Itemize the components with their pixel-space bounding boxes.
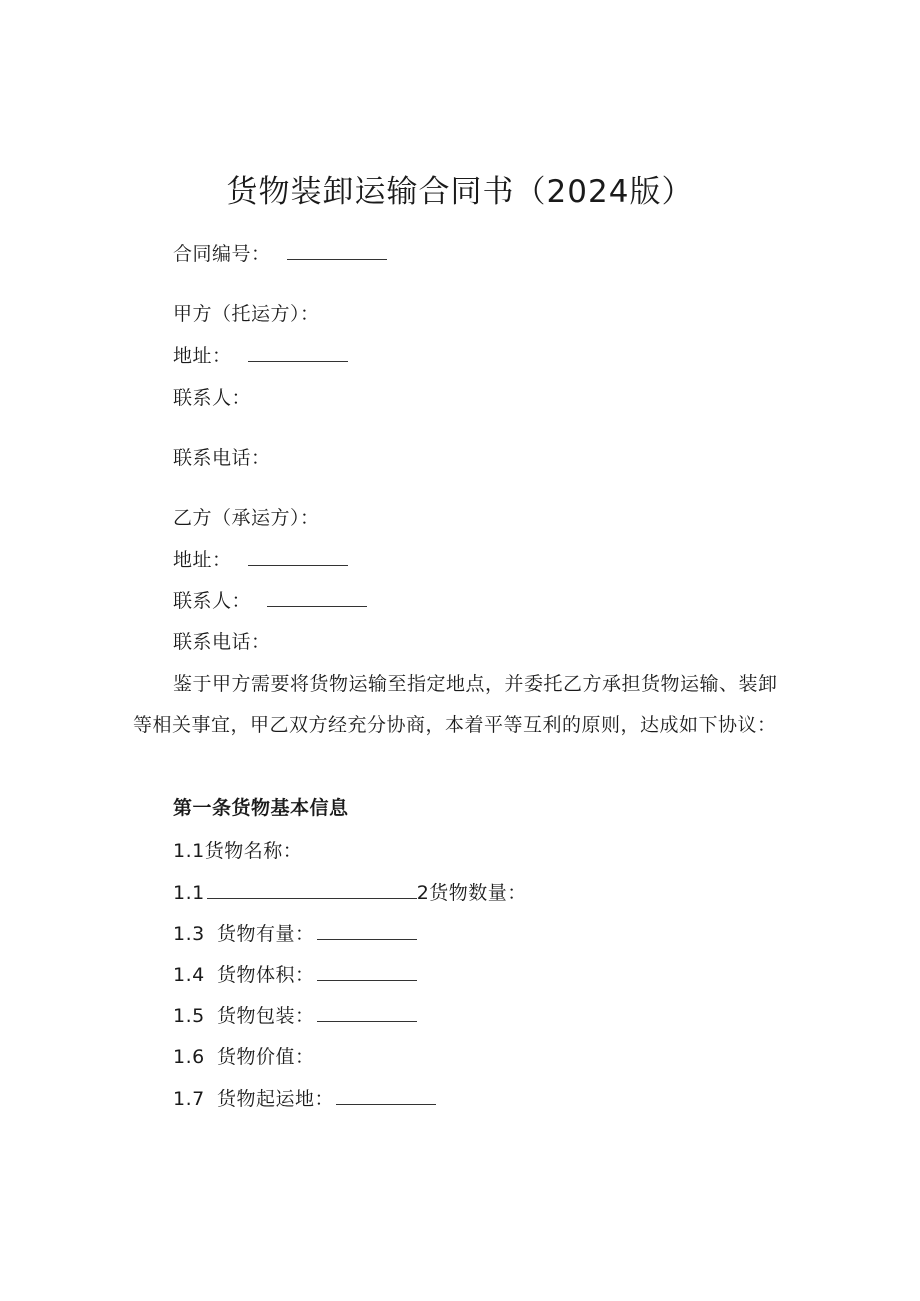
party-b-heading: 乙方（承运方）： [173,507,320,529]
party-a-contact-label: 联系人： [173,387,252,409]
party-b-address-blank[interactable] [248,548,348,566]
party-a-address-blank[interactable] [248,344,348,362]
article-1-heading: 第一条货物基本信息 [173,797,349,819]
party-b-contact-label: 联系人： [173,590,252,612]
contract-no-label: 合同编号： [173,243,271,265]
party-b-phone-label: 联系电话： [173,631,271,653]
party-a-address-label: 地址： [173,345,232,367]
item-number: 1.6 [173,1046,205,1068]
item-1-7-line [173,1087,436,1111]
item-1-6-line [173,1045,315,1069]
item-label: 货物体积： [217,964,315,986]
item-number: 1.7 [173,1088,205,1110]
contract-no-line [173,242,387,266]
item-1-1-blank[interactable] [207,881,417,899]
item-1-2-suffix: 2货物数量： [416,882,527,904]
item-1-2-prefix: 1.1 [173,882,205,904]
item-1-5-blank[interactable] [317,1004,417,1022]
document-title: 货物装卸运输合同书（2024版） [226,174,694,210]
item-1-4-blank[interactable] [317,963,417,981]
item-1-4-line [173,963,417,987]
party-b-address-label: 地址： [173,549,232,571]
item-label: 货物价值： [217,1046,315,1068]
item-1-1: 1.1货物名称： [173,840,303,862]
party-b-contact-line [173,589,367,613]
item-label: 货物包装： [217,1005,315,1027]
item-number: 1.5 [173,1005,205,1027]
party-b-contact-blank[interactable] [267,589,367,607]
party-a-address-line [173,344,348,368]
party-b-address-line [173,548,348,572]
item-1-7-blank[interactable] [336,1087,436,1105]
item-number: 1.4 [173,964,205,986]
item-label: 货物有量： [217,923,315,945]
preamble-paragraph: 鉴于甲方需要将货物运输至指定地点，并委托乙方承担货物运输、装卸等相关事宜，甲乙双方经充分协商，本着平等互利的原则，达成如下协议： [133,673,778,736]
item-1-5-line [173,1004,417,1028]
contract-no-blank[interactable] [287,242,387,260]
item-1-3-line [173,922,417,946]
item-number: 1.3 [173,923,205,945]
item-label: 货物起运地： [217,1088,335,1110]
party-a-phone-label: 联系电话： [173,447,271,469]
party-a-heading: 甲方（托运方）： [173,303,320,325]
item-1-2-line [173,881,527,905]
item-1-3-blank[interactable] [317,922,417,940]
